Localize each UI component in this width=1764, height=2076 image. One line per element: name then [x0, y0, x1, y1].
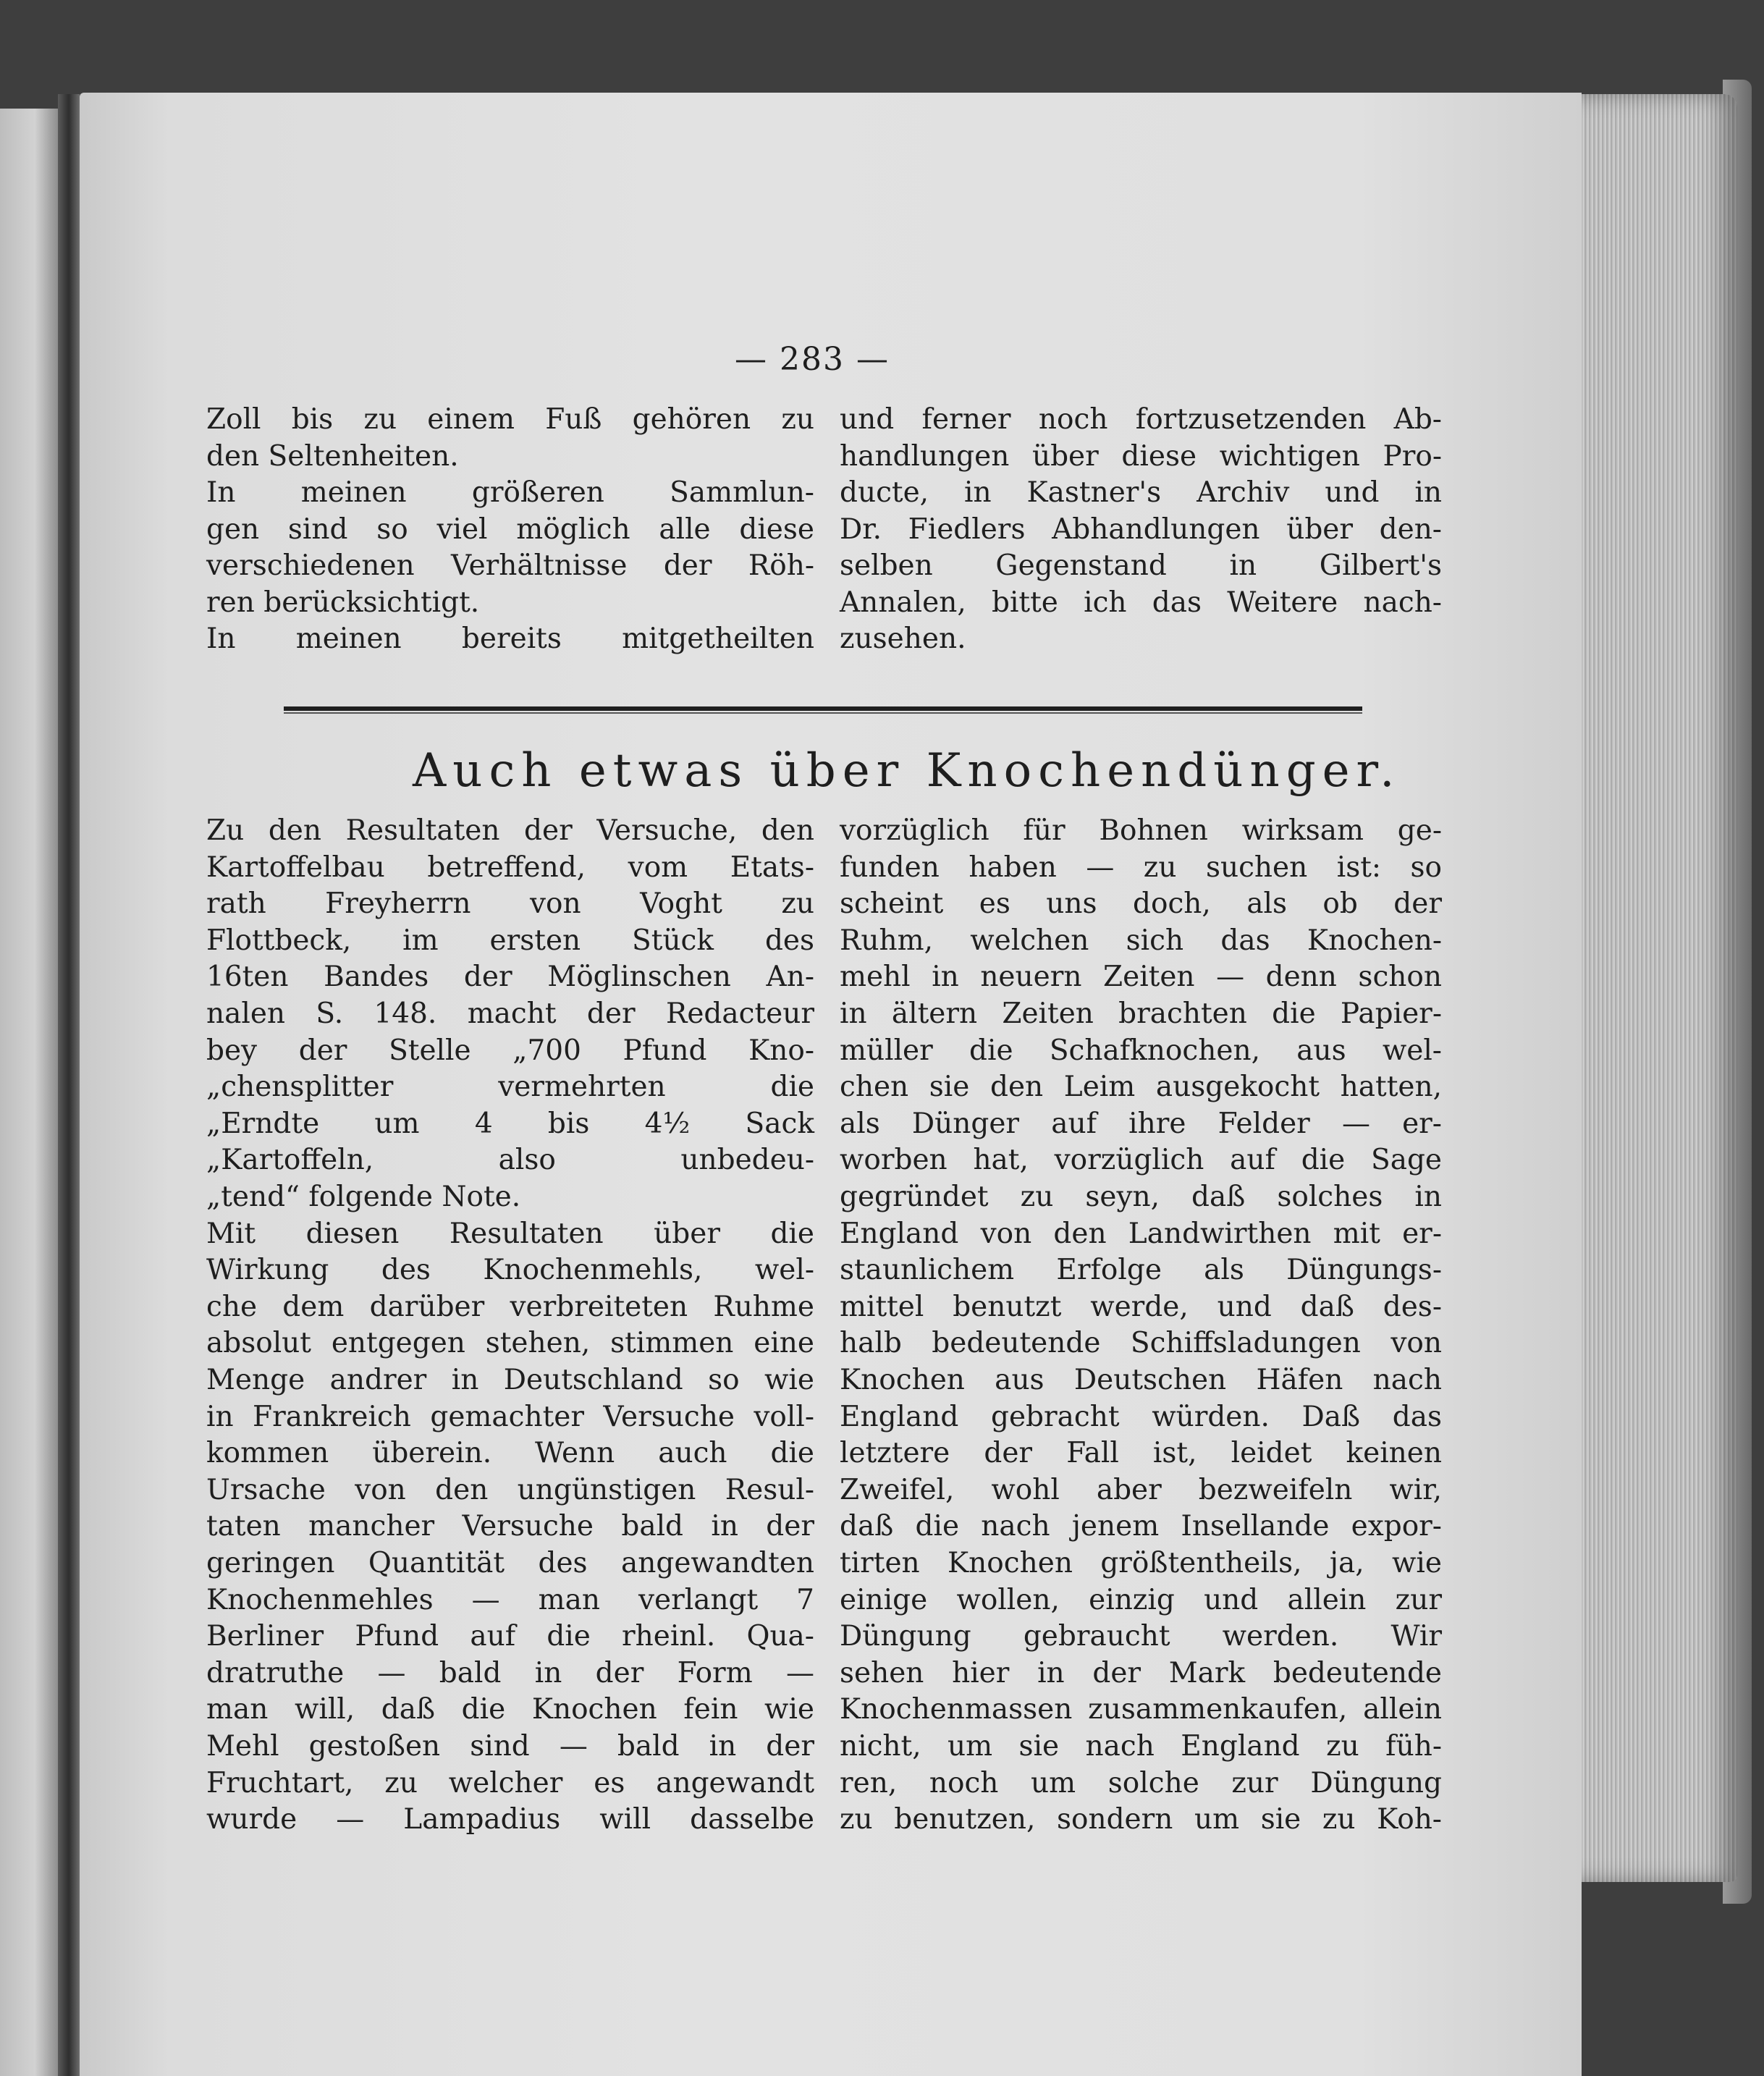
- text-line: tirten Knochen größtentheils, ja, wie: [840, 1547, 1442, 1579]
- text-line: worben hat, vorzüglich auf die Sage: [840, 1144, 1442, 1177]
- text-line: „Erndte um 4 bis 4½ Sack: [206, 1107, 814, 1140]
- text-line: taten mancher Versuche bald in der: [206, 1510, 814, 1543]
- page-number: — 283 —: [735, 341, 890, 378]
- text-line: mittel benutzt werde, und daß des-: [840, 1290, 1442, 1323]
- text-line: vorzüglich für Bohnen wirksam ge-: [840, 814, 1442, 847]
- text-line: „Kartoffeln, also unbedeu-: [206, 1144, 814, 1177]
- text-line: ren berücksichtigt.: [206, 586, 480, 619]
- text-line: Dr. Fiedlers Abhandlungen über den-: [840, 512, 1442, 546]
- text-line: daß die nach jenem Insellande expor-: [840, 1510, 1442, 1543]
- text-line: England von den Landwirthen mit er-: [840, 1217, 1442, 1250]
- book-gutter: [58, 94, 80, 2076]
- text-line: zusehen.: [840, 623, 966, 655]
- text-line: geringen Quantität des angewandten: [206, 1547, 814, 1579]
- text-line: Fruchtart, zu welcher es angewandt: [206, 1766, 814, 1799]
- text-line: Menge andrer in Deutschland so wie: [206, 1364, 814, 1396]
- text-line: Wirkung des Knochenmehls, wel-: [206, 1254, 814, 1287]
- page-block-edge: [1556, 94, 1737, 1882]
- text-line: In meinen größeren Sammlun-: [206, 476, 814, 509]
- text-line: absolut entgegen stehen, stimmen eine: [206, 1327, 814, 1360]
- text-line: Zu den Resultaten der Versuche, den: [206, 814, 814, 847]
- text-line: gegründet zu seyn, daß solches in: [840, 1181, 1442, 1213]
- text-line: nicht, um sie nach England zu füh-: [840, 1730, 1442, 1763]
- text-line: wurde — Lampadius will dasselbe: [206, 1803, 814, 1836]
- text-line: Annalen, bitte ich das Weitere nach-: [840, 586, 1442, 619]
- text-line: 16ten Bandes der Möglinschen An-: [206, 961, 814, 994]
- text-line: chen sie den Leim ausgekocht hatten,: [840, 1071, 1442, 1104]
- text-line: sehen hier in der Mark bedeutende: [840, 1656, 1442, 1689]
- text-line: ducte, in Kastner's Archiv und in: [840, 476, 1442, 509]
- text-line: und ferner noch fortzusetzenden Ab-: [840, 403, 1442, 436]
- text-line: Zweifel, wohl aber bezweifeln wir,: [840, 1473, 1442, 1506]
- text-line: verschiedenen Verhältnisse der Röh-: [206, 549, 814, 582]
- article-title: Auch etwas über Knochendünger.: [413, 744, 1401, 798]
- text-line: Kartoffelbau betreffend, vom Etats-: [206, 851, 814, 884]
- text-line: in Frankreich gemachter Versuche voll-: [206, 1400, 814, 1433]
- text-line: Ursache von den ungünstigen Resul-: [206, 1473, 814, 1506]
- left-page-edge: [0, 109, 58, 2076]
- text-line: staunlichem Erfolge als Düngungs-: [840, 1254, 1442, 1287]
- text-line: einige wollen, einzig und allein zur: [840, 1583, 1442, 1616]
- text-line: kommen überein. Wenn auch die: [206, 1437, 814, 1470]
- text-line: scheint es uns doch, als ob der: [840, 887, 1442, 921]
- text-line: dratruthe — bald in der Form —: [206, 1656, 814, 1689]
- text-line: den Seltenheiten.: [206, 439, 459, 473]
- text-line: gen sind so viel möglich alle diese: [206, 512, 814, 546]
- text-line: Mehl gestoßen sind — bald in der: [206, 1730, 814, 1763]
- text-line: „chensplitter vermehrten die: [206, 1071, 814, 1104]
- text-line: Knochenmassen zusammenkaufen, allein: [840, 1693, 1442, 1726]
- text-line: Berliner Pfund auf die rheinl. Qua-: [206, 1620, 814, 1653]
- text-line: Ruhm, welchen sich das Knochen-: [840, 924, 1442, 957]
- text-line: zu benutzen, sondern um sie zu Koh-: [840, 1803, 1442, 1836]
- text-line: letztere der Fall ist, leidet keinen: [840, 1437, 1442, 1470]
- text-line: selben Gegenstand in Gilbert's: [840, 549, 1442, 582]
- text-line: In meinen bereits mitgetheilten: [206, 623, 814, 655]
- text-line: bey der Stelle „700 Pfund Kno-: [206, 1034, 814, 1067]
- text-line: ren, noch um solche zur Düngung: [840, 1766, 1442, 1799]
- book-page: [80, 93, 1582, 2076]
- text-line: Flottbeck, im ersten Stück des: [206, 924, 814, 957]
- text-line: nalen S. 148. macht der Redacteur: [206, 997, 814, 1030]
- text-line: England gebracht würden. Daß das: [840, 1400, 1442, 1433]
- text-line: Knochen aus Deutschen Häfen nach: [840, 1364, 1442, 1396]
- text-line: funden haben — zu suchen ist: so: [840, 851, 1442, 884]
- text-line: in ältern Zeiten brachten die Papier-: [840, 997, 1442, 1030]
- section-divider-rule-thin: [284, 712, 1362, 714]
- text-line: Knochenmehles — man verlangt 7: [206, 1583, 814, 1616]
- text-line: che dem darüber verbreiteten Ruhme: [206, 1290, 814, 1323]
- text-line: Zoll bis zu einem Fuß gehören zu: [206, 403, 814, 436]
- text-line: halb bedeutende Schiffsladungen von: [840, 1327, 1442, 1360]
- section-divider-rule: [284, 706, 1362, 711]
- text-line: „tend“ folgende Note.: [206, 1181, 521, 1213]
- text-line: Düngung gebraucht werden. Wir: [840, 1620, 1442, 1653]
- text-line: handlungen über diese wichtigen Pro-: [840, 439, 1442, 473]
- text-line: Mit diesen Resultaten über die: [206, 1217, 814, 1250]
- text-line: rath Freyherrn von Voght zu: [206, 887, 814, 921]
- text-line: man will, daß die Knochen fein wie: [206, 1693, 814, 1726]
- text-line: als Dünger auf ihre Felder — er-: [840, 1107, 1442, 1140]
- text-line: mehl in neuern Zeiten — denn schon: [840, 961, 1442, 994]
- text-line: müller die Schafknochen, aus wel-: [840, 1034, 1442, 1067]
